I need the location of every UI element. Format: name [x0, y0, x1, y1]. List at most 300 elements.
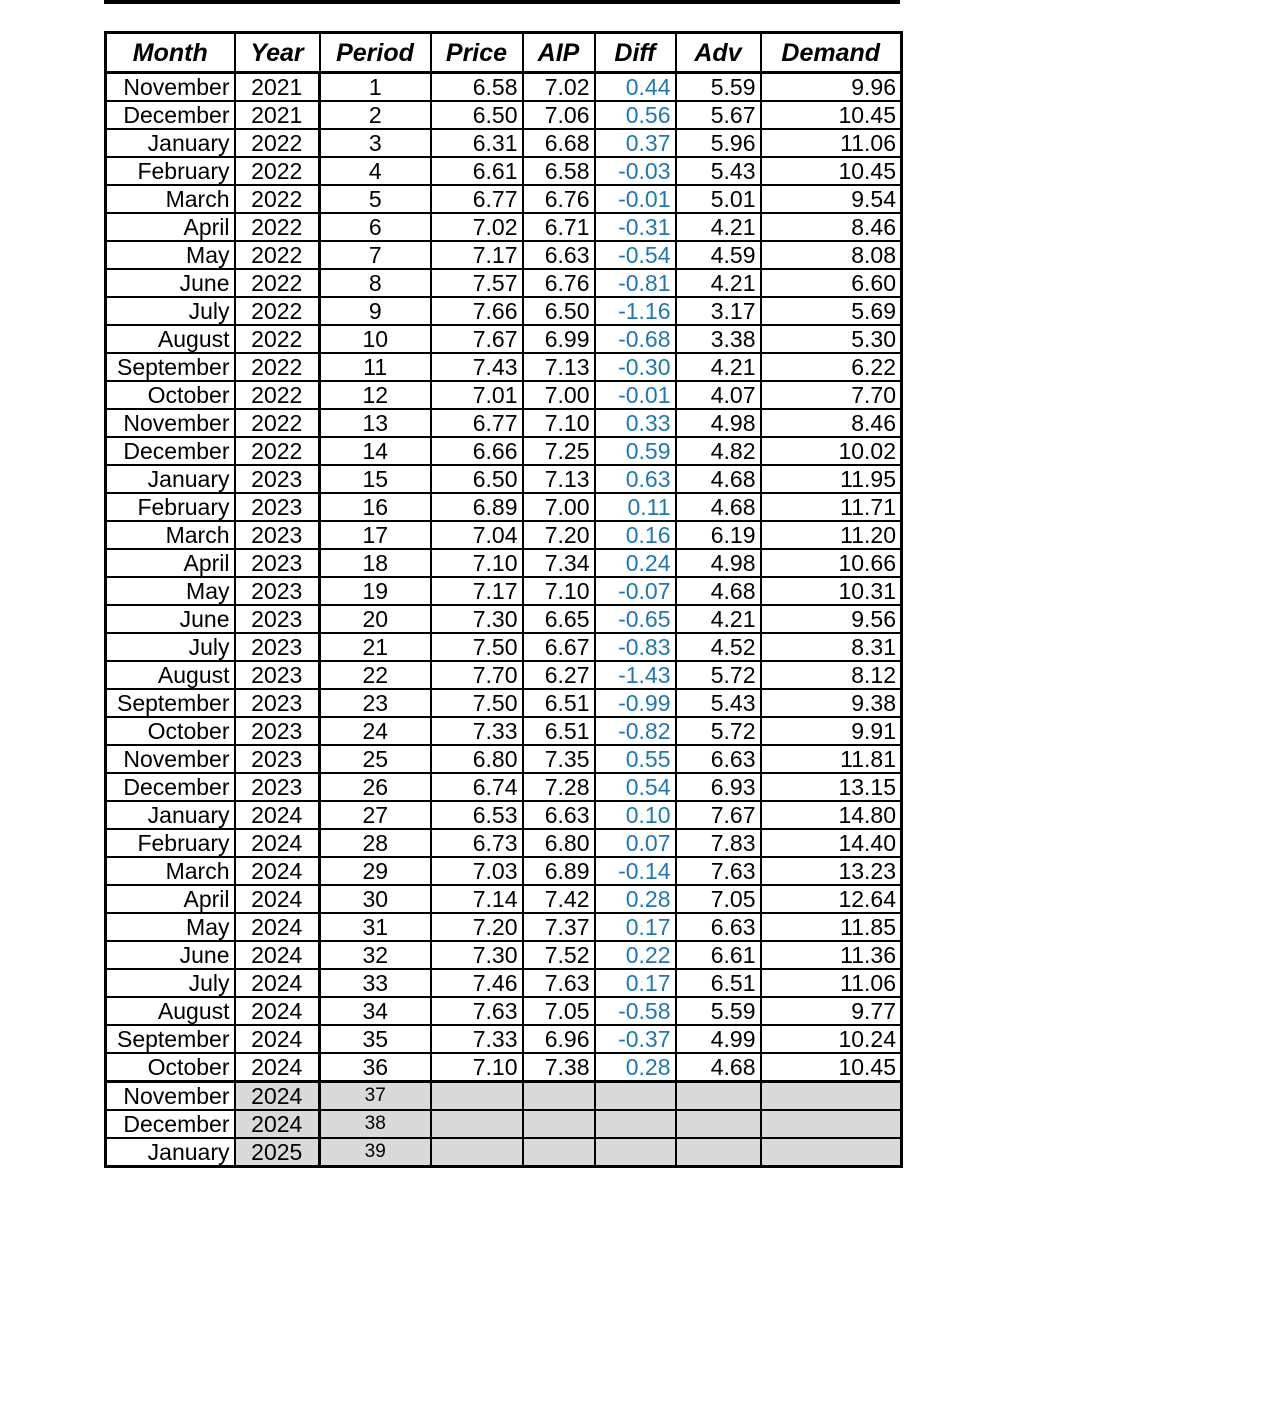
- cell-aip: 7.63: [523, 969, 595, 997]
- cell-month: January: [106, 465, 235, 493]
- cell-month: June: [106, 269, 235, 297]
- cell-year: 2023: [235, 465, 320, 493]
- cell-adv: 4.21: [676, 213, 761, 241]
- cell-diff: -0.01: [595, 185, 676, 213]
- cell-year: 2022: [235, 213, 320, 241]
- header-price: Price: [431, 33, 523, 73]
- cell-period: 15: [320, 465, 431, 493]
- cell-period: 6: [320, 213, 431, 241]
- cell-aip: 7.34: [523, 549, 595, 577]
- cell-period: 32: [320, 941, 431, 969]
- cell-month: March: [106, 857, 235, 885]
- cell-period: 36: [320, 1053, 431, 1082]
- table-row: [106, 101, 902, 129]
- cell-period: 24: [320, 717, 431, 745]
- cell-price: 7.03: [431, 857, 523, 885]
- cell-diff: -1.43: [595, 661, 676, 689]
- cell-aip: 6.67: [523, 633, 595, 661]
- table-row: [106, 829, 902, 857]
- cell-year: 2021: [235, 101, 320, 129]
- cell-adv: 4.68: [676, 1053, 761, 1082]
- cell-period: 12: [320, 381, 431, 409]
- cell-adv: 4.99: [676, 1025, 761, 1053]
- cell-diff: -0.14: [595, 857, 676, 885]
- cell-price: 6.73: [431, 829, 523, 857]
- cell-aip: 6.51: [523, 717, 595, 745]
- cell-period: 22: [320, 661, 431, 689]
- cell-year: 2022: [235, 269, 320, 297]
- cell-year: 2022: [235, 157, 320, 185]
- cell-month: August: [106, 661, 235, 689]
- cell-price: 7.04: [431, 521, 523, 549]
- table-row: [106, 633, 902, 661]
- table-row: [106, 549, 902, 577]
- cell-month: June: [106, 941, 235, 969]
- cell-price: 7.10: [431, 549, 523, 577]
- cell-price: 7.70: [431, 661, 523, 689]
- cell-diff: -0.99: [595, 689, 676, 717]
- table-row: [106, 353, 902, 381]
- cell-year: 2024: [235, 829, 320, 857]
- table-row: [106, 885, 902, 913]
- cell-adv: 4.82: [676, 437, 761, 465]
- cell-price: 6.77: [431, 185, 523, 213]
- cell-demand: 11.36: [761, 941, 902, 969]
- cell-demand: 8.46: [761, 409, 902, 437]
- cell-demand: 9.96: [761, 73, 902, 102]
- cell-month: May: [106, 577, 235, 605]
- cell-month: July: [106, 633, 235, 661]
- cell-month: April: [106, 549, 235, 577]
- cell-adv: 7.05: [676, 885, 761, 913]
- cell-demand: 7.70: [761, 381, 902, 409]
- table-row: [106, 129, 902, 157]
- cell-month: July: [106, 297, 235, 325]
- cell-month: August: [106, 997, 235, 1025]
- cell-price: 7.20: [431, 913, 523, 941]
- cell-year: 2024: [235, 913, 320, 941]
- cell-year: 2023: [235, 605, 320, 633]
- cell-diff: -0.30: [595, 353, 676, 381]
- cell-aip: 6.50: [523, 297, 595, 325]
- cell-aip: 7.10: [523, 409, 595, 437]
- cell-period: 11: [320, 353, 431, 381]
- cell-period: 34: [320, 997, 431, 1025]
- cell-demand: 11.81: [761, 745, 902, 773]
- header-adv: Adv: [676, 33, 761, 73]
- cell-month: June: [106, 605, 235, 633]
- cell-period: 16: [320, 493, 431, 521]
- cell-year: 2024: [235, 969, 320, 997]
- cell-aip-empty: [523, 1138, 595, 1167]
- cell-demand: 10.24: [761, 1025, 902, 1053]
- table-row: [106, 969, 902, 997]
- cell-month: February: [106, 829, 235, 857]
- cell-diff: 0.28: [595, 1053, 676, 1082]
- cell-aip: 7.25: [523, 437, 595, 465]
- cell-year: 2023: [235, 717, 320, 745]
- cell-adv: 5.59: [676, 997, 761, 1025]
- cell-aip: 7.20: [523, 521, 595, 549]
- cell-adv: 3.38: [676, 325, 761, 353]
- cell-aip-empty: [523, 1082, 595, 1111]
- cell-diff: 0.24: [595, 549, 676, 577]
- table-row: [106, 73, 902, 102]
- cell-demand: 11.95: [761, 465, 902, 493]
- cell-aip: 6.63: [523, 241, 595, 269]
- table-row: [106, 157, 902, 185]
- cell-month: January: [106, 801, 235, 829]
- cell-aip: 6.80: [523, 829, 595, 857]
- cell-aip: 6.65: [523, 605, 595, 633]
- cell-aip: 6.68: [523, 129, 595, 157]
- table-row: [106, 661, 902, 689]
- cell-period: 4: [320, 157, 431, 185]
- demand-data-table: [104, 31, 903, 1168]
- cell-period: 9: [320, 297, 431, 325]
- cell-price: 7.02: [431, 213, 523, 241]
- cell-demand: 9.54: [761, 185, 902, 213]
- cell-adv: 7.63: [676, 857, 761, 885]
- cell-adv: 3.17: [676, 297, 761, 325]
- cell-aip: 7.52: [523, 941, 595, 969]
- cell-diff: -0.82: [595, 717, 676, 745]
- cell-year: 2023: [235, 661, 320, 689]
- table-row: [106, 465, 902, 493]
- cell-aip: 7.35: [523, 745, 595, 773]
- cell-diff: 0.54: [595, 773, 676, 801]
- cell-year: 2022: [235, 185, 320, 213]
- cell-price: 6.58: [431, 73, 523, 102]
- table-row: [106, 913, 902, 941]
- cell-aip: 7.13: [523, 465, 595, 493]
- cell-price-empty: [431, 1110, 523, 1138]
- cell-demand: 11.06: [761, 969, 902, 997]
- forecast-row: [106, 1138, 902, 1167]
- cell-diff: -0.54: [595, 241, 676, 269]
- cell-year: 2022: [235, 381, 320, 409]
- cell-demand-empty: [761, 1082, 902, 1111]
- table-row: [106, 745, 902, 773]
- cell-aip: 7.00: [523, 381, 595, 409]
- cell-price-empty: [431, 1082, 523, 1111]
- cell-aip-empty: [523, 1110, 595, 1138]
- cell-diff: 0.11: [595, 493, 676, 521]
- cell-period: 30: [320, 885, 431, 913]
- cell-year: 2024: [235, 801, 320, 829]
- cell-adv: 6.51: [676, 969, 761, 997]
- cell-period: 27: [320, 801, 431, 829]
- table-row: [106, 605, 902, 633]
- cell-demand: 6.60: [761, 269, 902, 297]
- cell-year: 2023: [235, 577, 320, 605]
- cell-demand: 13.23: [761, 857, 902, 885]
- cell-adv: 5.96: [676, 129, 761, 157]
- cell-adv: 4.98: [676, 409, 761, 437]
- cell-demand: 10.02: [761, 437, 902, 465]
- cell-aip: 6.51: [523, 689, 595, 717]
- cell-price: 7.63: [431, 997, 523, 1025]
- cell-month: January: [106, 1138, 235, 1167]
- table-row: [106, 381, 902, 409]
- cell-diff: 0.33: [595, 409, 676, 437]
- cell-year: 2022: [235, 241, 320, 269]
- header-demand: Demand: [761, 33, 902, 73]
- cell-price: 7.50: [431, 633, 523, 661]
- cell-demand: 10.45: [761, 1053, 902, 1082]
- cell-adv: 4.21: [676, 605, 761, 633]
- cell-adv: 4.68: [676, 577, 761, 605]
- cell-price: 7.17: [431, 241, 523, 269]
- cell-price: 6.50: [431, 465, 523, 493]
- cell-period: 26: [320, 773, 431, 801]
- cell-aip: 6.63: [523, 801, 595, 829]
- cell-month: December: [106, 101, 235, 129]
- cell-month: April: [106, 885, 235, 913]
- cell-year: 2022: [235, 297, 320, 325]
- cell-month: December: [106, 773, 235, 801]
- cell-adv: 6.93: [676, 773, 761, 801]
- cell-year: 2024: [235, 885, 320, 913]
- cell-diff: 0.59: [595, 437, 676, 465]
- cell-adv: 5.72: [676, 661, 761, 689]
- cell-diff: -0.83: [595, 633, 676, 661]
- cell-period: 18: [320, 549, 431, 577]
- cell-year: 2023: [235, 549, 320, 577]
- cell-demand: 9.38: [761, 689, 902, 717]
- cell-demand: 5.30: [761, 325, 902, 353]
- cell-adv: 5.72: [676, 717, 761, 745]
- cell-month: February: [106, 493, 235, 521]
- cell-demand: 11.20: [761, 521, 902, 549]
- cell-aip: 6.76: [523, 269, 595, 297]
- cell-diff: 0.63: [595, 465, 676, 493]
- cell-year: 2023: [235, 689, 320, 717]
- cell-year: 2025: [235, 1138, 320, 1167]
- cell-period: 1: [320, 73, 431, 102]
- cell-price: 6.61: [431, 157, 523, 185]
- cell-diff: -0.03: [595, 157, 676, 185]
- cell-demand-empty: [761, 1138, 902, 1167]
- forecast-row: [106, 1082, 902, 1111]
- table-row: [106, 241, 902, 269]
- cell-period: 37: [320, 1082, 431, 1111]
- cell-diff: 0.22: [595, 941, 676, 969]
- header-period: Period: [320, 33, 431, 73]
- cell-price: 7.43: [431, 353, 523, 381]
- cell-price: 6.74: [431, 773, 523, 801]
- cell-price: 7.66: [431, 297, 523, 325]
- cell-aip: 6.96: [523, 1025, 595, 1053]
- cell-diff: 0.37: [595, 129, 676, 157]
- cell-demand: 6.22: [761, 353, 902, 381]
- cell-adv-empty: [676, 1138, 761, 1167]
- cell-demand: 5.69: [761, 297, 902, 325]
- cell-year: 2024: [235, 997, 320, 1025]
- cell-period: 29: [320, 857, 431, 885]
- cell-year: 2022: [235, 353, 320, 381]
- cell-year: 2023: [235, 745, 320, 773]
- cell-period: 8: [320, 269, 431, 297]
- table-row: [106, 773, 902, 801]
- cell-diff-empty: [595, 1110, 676, 1138]
- cell-year: 2024: [235, 941, 320, 969]
- cell-period: 28: [320, 829, 431, 857]
- table-row: [106, 857, 902, 885]
- cell-price: 7.46: [431, 969, 523, 997]
- cell-price: 7.01: [431, 381, 523, 409]
- cell-adv: 5.43: [676, 157, 761, 185]
- cell-demand: 10.31: [761, 577, 902, 605]
- cell-price: 7.30: [431, 941, 523, 969]
- cell-price: 7.14: [431, 885, 523, 913]
- cell-period: 14: [320, 437, 431, 465]
- cell-adv: 4.98: [676, 549, 761, 577]
- cell-month: November: [106, 1082, 235, 1111]
- cell-aip: 6.71: [523, 213, 595, 241]
- cell-adv: 4.21: [676, 353, 761, 381]
- table-row: [106, 297, 902, 325]
- cell-aip: 7.13: [523, 353, 595, 381]
- table-row: [106, 269, 902, 297]
- cell-month: September: [106, 353, 235, 381]
- table-row: [106, 325, 902, 353]
- cell-year: 2022: [235, 437, 320, 465]
- cell-aip: 7.37: [523, 913, 595, 941]
- cell-adv: 4.07: [676, 381, 761, 409]
- cell-diff-empty: [595, 1082, 676, 1111]
- cell-month: November: [106, 409, 235, 437]
- cell-demand: 14.80: [761, 801, 902, 829]
- cell-period: 33: [320, 969, 431, 997]
- cell-adv: 7.67: [676, 801, 761, 829]
- cell-month: October: [106, 1053, 235, 1082]
- cell-adv: 5.43: [676, 689, 761, 717]
- cell-diff: -1.16: [595, 297, 676, 325]
- header-aip: AIP: [523, 33, 595, 73]
- cell-price: 6.31: [431, 129, 523, 157]
- cell-adv: 5.01: [676, 185, 761, 213]
- cell-period: 7: [320, 241, 431, 269]
- cell-month: December: [106, 1110, 235, 1138]
- cell-adv: 6.19: [676, 521, 761, 549]
- cell-year: 2023: [235, 521, 320, 549]
- cell-aip: 6.76: [523, 185, 595, 213]
- cell-period: 2: [320, 101, 431, 129]
- cell-month: November: [106, 73, 235, 102]
- cell-diff: -0.31: [595, 213, 676, 241]
- cell-demand: 11.85: [761, 913, 902, 941]
- cell-aip: 7.10: [523, 577, 595, 605]
- cell-period: 13: [320, 409, 431, 437]
- table-row: [106, 717, 902, 745]
- cell-diff: 0.55: [595, 745, 676, 773]
- cell-adv: 5.59: [676, 73, 761, 102]
- cell-period: 10: [320, 325, 431, 353]
- cell-diff: -0.37: [595, 1025, 676, 1053]
- cell-demand: 10.45: [761, 101, 902, 129]
- cell-year: 2024: [235, 1053, 320, 1082]
- cell-diff: -0.65: [595, 605, 676, 633]
- cell-diff-empty: [595, 1138, 676, 1167]
- cell-period: 21: [320, 633, 431, 661]
- cell-price: 6.77: [431, 409, 523, 437]
- cell-demand: 10.45: [761, 157, 902, 185]
- cell-adv: 7.83: [676, 829, 761, 857]
- cell-period: 39: [320, 1138, 431, 1167]
- cell-price: 7.17: [431, 577, 523, 605]
- cell-demand-empty: [761, 1110, 902, 1138]
- header-row: [106, 33, 902, 73]
- cell-price: 7.33: [431, 717, 523, 745]
- cell-adv: 4.68: [676, 493, 761, 521]
- cell-demand: 8.08: [761, 241, 902, 269]
- cell-period: 20: [320, 605, 431, 633]
- cell-adv: 6.61: [676, 941, 761, 969]
- cell-demand: 11.71: [761, 493, 902, 521]
- cell-demand: 9.91: [761, 717, 902, 745]
- cell-aip: 7.00: [523, 493, 595, 521]
- table-row: [106, 437, 902, 465]
- cell-period: 3: [320, 129, 431, 157]
- cell-period: 25: [320, 745, 431, 773]
- cell-adv: 6.63: [676, 745, 761, 773]
- cell-price-empty: [431, 1138, 523, 1167]
- cell-adv: 5.67: [676, 101, 761, 129]
- cell-period: 38: [320, 1110, 431, 1138]
- cell-month: October: [106, 381, 235, 409]
- forecast-row: [106, 1110, 902, 1138]
- cell-month: September: [106, 1025, 235, 1053]
- cell-month: March: [106, 521, 235, 549]
- cell-adv: 6.63: [676, 913, 761, 941]
- cell-price: 7.50: [431, 689, 523, 717]
- table-row: [106, 577, 902, 605]
- cell-aip: 6.27: [523, 661, 595, 689]
- cell-month: April: [106, 213, 235, 241]
- cell-month: February: [106, 157, 235, 185]
- cell-period: 19: [320, 577, 431, 605]
- table-row: [106, 689, 902, 717]
- cell-year: 2024: [235, 857, 320, 885]
- cell-diff: 0.07: [595, 829, 676, 857]
- cell-month: May: [106, 913, 235, 941]
- cell-year: 2022: [235, 409, 320, 437]
- cell-price: 6.89: [431, 493, 523, 521]
- cell-diff: -0.81: [595, 269, 676, 297]
- cell-year: 2021: [235, 73, 320, 102]
- cell-diff: 0.56: [595, 101, 676, 129]
- cell-diff: -0.68: [595, 325, 676, 353]
- cell-demand: 11.06: [761, 129, 902, 157]
- cell-month: October: [106, 717, 235, 745]
- cell-adv: 4.59: [676, 241, 761, 269]
- header-diff: Diff: [595, 33, 676, 73]
- cell-month: January: [106, 129, 235, 157]
- cell-aip: 7.06: [523, 101, 595, 129]
- cell-demand: 8.46: [761, 213, 902, 241]
- cell-month: December: [106, 437, 235, 465]
- cell-year: 2023: [235, 493, 320, 521]
- table-row: [106, 409, 902, 437]
- cell-diff: 0.44: [595, 73, 676, 102]
- cell-aip: 6.99: [523, 325, 595, 353]
- cell-month: May: [106, 241, 235, 269]
- cell-month: July: [106, 969, 235, 997]
- cell-year: 2023: [235, 633, 320, 661]
- cell-period: 17: [320, 521, 431, 549]
- table-row: [106, 493, 902, 521]
